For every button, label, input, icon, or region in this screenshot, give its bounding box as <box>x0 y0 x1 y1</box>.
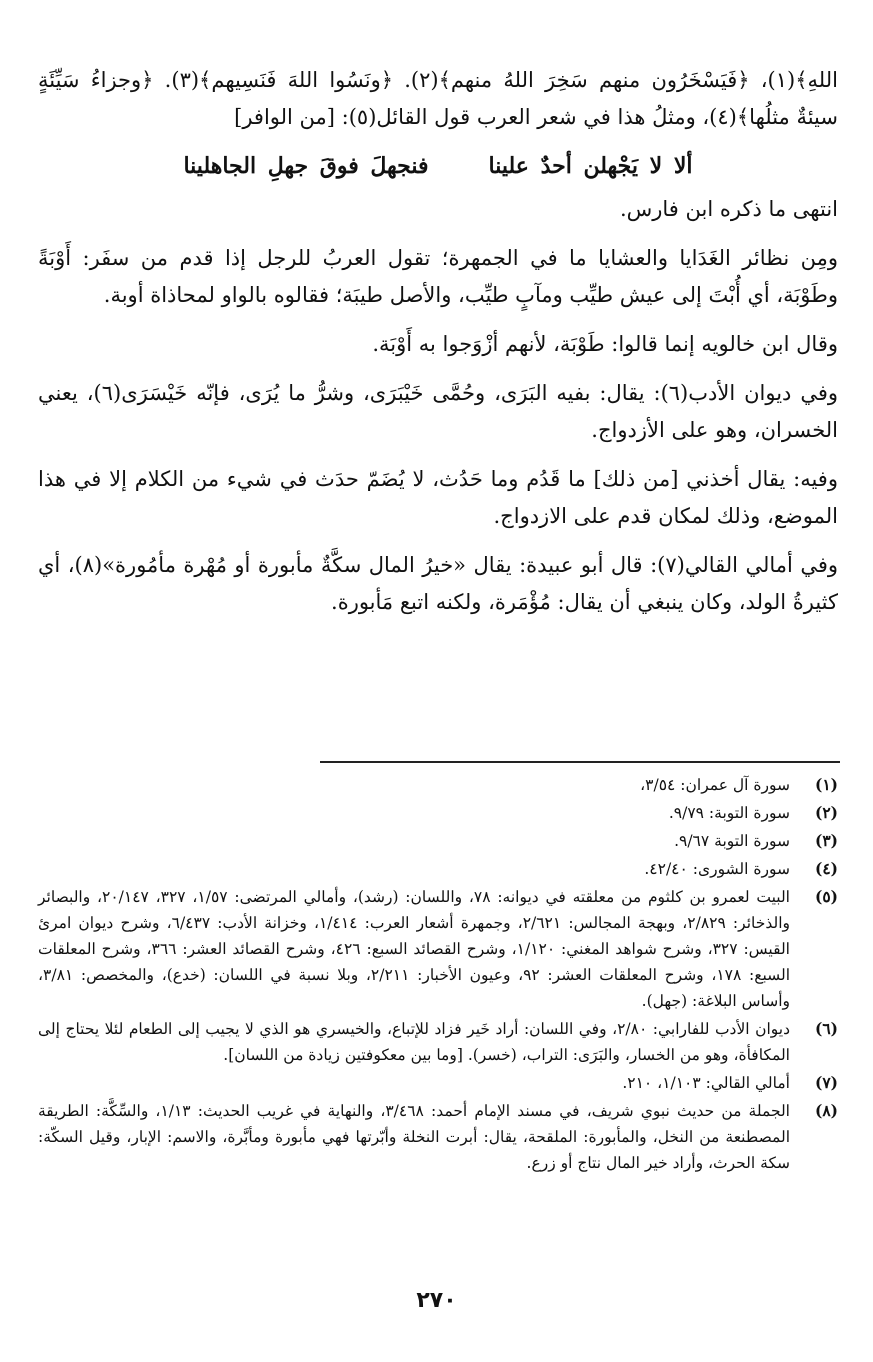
footnote-number: (٤) <box>814 859 838 878</box>
footnotes <box>38 772 838 1178</box>
footnote-number: (٣) <box>814 831 838 850</box>
verse-first-hemistich: ألا لا يَجْهلن أحدٌ علينا <box>488 153 693 179</box>
footnote-separator <box>320 761 840 763</box>
footnote-text: ديوان الأدب للفارابي: ٢/٨٠، وفي اللسان: أراد خَير فزاد للإتباع، والخيسري هو الذي لا يجيب إلى الطعام لئلا يحتاج إلى المكافأة، وهو من الخسار، والبَرَى: التراب، (خسر). [وما بين معكوفتين زيادة من اللسان]. <box>38 1020 791 1064</box>
page-number: ٢٧٠ <box>416 1288 457 1313</box>
footnote-text: الجملة من حديث نبوي شريف، في مسند الإمام أحمد: ٣/٤٦٨، والنهاية في غريب الحديث: ١/١٣، والسِّكَّة: الطريقة المصطنعة من النخل، والمأبورة: الملقحة، يقال: أبرت النخلة وأبّرتها فهي مأبورة ومأبَّرة، والاسم: الإبار، وقيل السكّة: سكة الحرث، وأراد خير المال نتاج أو زرع. <box>38 1102 790 1172</box>
footnote <box>38 800 838 826</box>
paragraph-7: وفي أمالي القالي(٧): قال أبو عبيدة: يقال «خيرُ المال سكَّةٌ مأبورة أو مُهْرة مأمُورة»(٨)، أي كثيرةُ الولد، وكان ينبغي أن يقال: مُؤْمَرة، ولكنه اتبع مَأبورة. <box>38 553 838 614</box>
footnote-text: أمالي القالي: ١/١٠٣، ٢١٠. <box>622 1074 790 1092</box>
footnote <box>38 1070 838 1096</box>
poetry-verse <box>38 148 838 185</box>
footnote-text: سورة الشورى: ٤٢/٤٠. <box>644 860 790 878</box>
footnote-number: (٧) <box>814 1073 838 1092</box>
paragraph-3: ومِن نظائر الغَدَايا والعشايا ما في الجمهرة؛ تقول العربُ للرجل إذا قدم من سفَر: أَوْبَةً وطَوْبَة، أي أُبْتَ إلى عيش طيِّب ومآبٍ طيِّب، والأصل طيبَة؛ فقالوه بالواو لمحاذاة أوبة. <box>38 246 838 307</box>
paragraph-1: اللهِ﴾(١)، ﴿فَيَسْخَرُون منهم سَخِرَ اللهُ منهم﴾(٢). ﴿ونَسُوا اللهَ فَنَسِيهم﴾(٣). ﴿وجزاءُ سَيِّئَةٍ سيئةٌ مثلُها﴾(٤)، ومثلُ هذا في شعر العرب قول القائل(٥): [من الوافر] <box>38 68 838 129</box>
footnote <box>38 884 838 1014</box>
paragraph-4: وقال ابن خالويه إنما قالوا: طَوْبَة، لأنهم أزْوَجوا به أَوْبَة. <box>372 332 838 356</box>
footnote <box>38 856 838 882</box>
footnote-text: البيت لعمرو بن كلثوم من معلقته في ديوانه: ٧٨، واللسان: (رشد)، وأمالي المرتضى: ١/٥٧، ٣٢٧، ٢٠/١٤٧، والبصائر والذخائر: ٢/٨٢٩، وبهجة المجالس: ٢/٦٢١، وجمهرة أشعار العرب: ١/٤١٤، وخزانة الأدب: ٦/٤٣٧، وشرح ديوان امرئ القيس: ٣٢٧، وشرح شواهد المغني: ١/١٢٠، وشرح القصائد السبع: ٤٢٦، وشرح القصائد العشر: ٣٦٦، وشرح المعلقات السبع: ١٧٨، وشرح المعلقات العشر: ٩٢، وعيون الأخبار: ٢/٢١١، وبلا نسبة في اللسان: (خدع)، والمخصص: ٣/٨١، وأساس البلاغة: (جهل). <box>38 888 791 1010</box>
paragraph-2: انتهى ما ذكره ابن فارس. <box>619 197 838 221</box>
footnote-number: (٥) <box>814 887 838 906</box>
footnote <box>38 1016 838 1068</box>
footnote-text: سورة التوبة ٩/٦٧. <box>674 832 790 850</box>
paragraph-6: وفيه: يقال أخذني [من ذلك] ما قَدُم وما حَدُث، لا يُضَمّ حدَث في شيء من الكلام إلا في هذا الموضع، وذلك لمكان قدم على الازدواج. <box>38 467 838 528</box>
footnote-number: (١) <box>814 775 838 794</box>
footnote-number: (٢) <box>814 803 838 822</box>
main-text <box>38 62 838 633</box>
footnote <box>38 1098 838 1176</box>
footnote-text: سورة التوبة: ٩/٧٩. <box>668 804 790 822</box>
footnote <box>38 772 838 798</box>
footnote-text: سورة آل عمران: ٣/٥٤، <box>640 776 790 794</box>
footnote-number: (٦) <box>814 1019 838 1038</box>
footnote <box>38 828 838 854</box>
paragraph-5: وفي ديوان الأدب(٦): يقال: بفيه البَرَى، وحُمَّى خَيْبَرَى، وشرُّ ما يُرَى، فإنّه خَيْسَرَى(٦)، يعني الخسران، وهو على الأزدواج. <box>38 381 838 442</box>
footnote-number: (٨) <box>814 1101 838 1120</box>
verse-second-hemistich: فنجهلَ فوقَ جهلِ الجاهلينا <box>183 153 429 179</box>
